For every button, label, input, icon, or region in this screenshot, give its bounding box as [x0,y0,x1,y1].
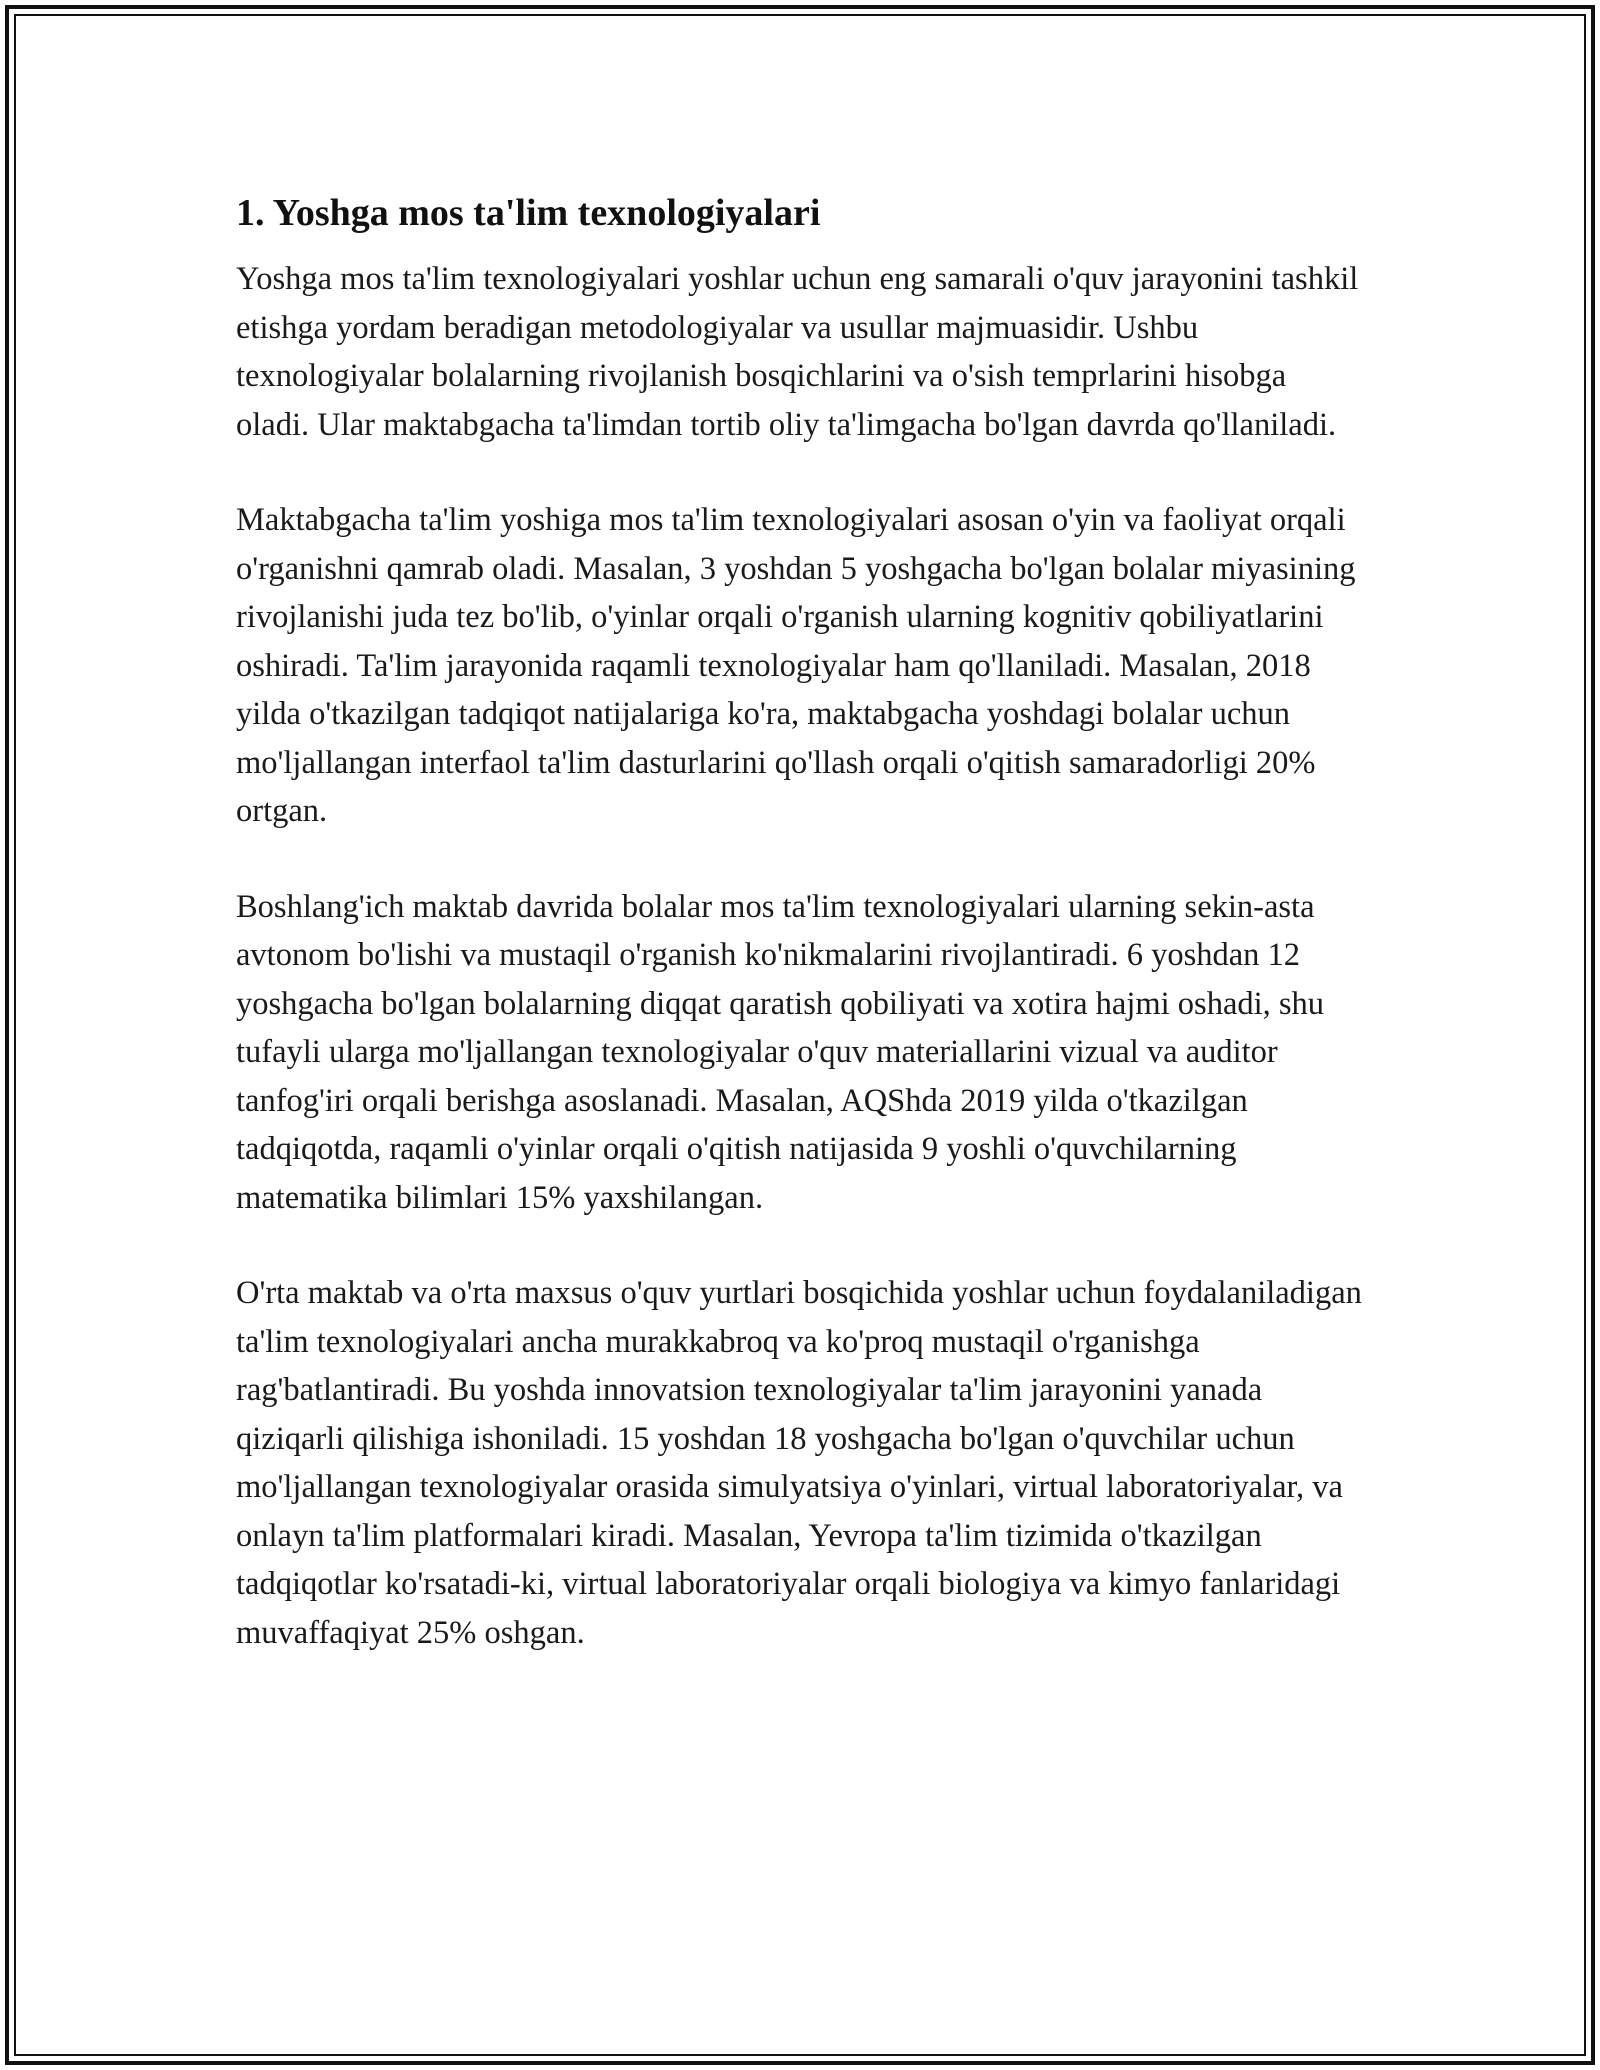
paragraph-intro: Yoshga mos ta'lim texnologiyalari yoshlar uchun eng samarali o'quv jarayonini tashkil etishga yordam beradigan metodologiyalar va usullar majmuasidir. Ushbu texnologiyalar bolalarning rivojlanish bosqichlarini va o'sish temprlarini hisobga oladi. Ular maktabgacha ta'limdan tortib oliy ta'limgacha bo'lgan davrda qo'llaniladi. [236,261,1359,443]
section-heading: 1. Yoshga mos ta'lim texnologiyalari [236,192,821,234]
paragraph-preschool: Maktabgacha ta'lim yoshiga mos ta'lim texnologiyalari asosan o'yin va faoliyat orqali o'rganishni qamrab oladi. Masalan, 3 yoshdan 5 yoshgacha bo'lgan bolalar miyasining rivojlanishi juda tez bo'lib, o'yinlar orqali o'rganish ularning kognitiv qobiliyatlarini oshiradi. Ta'lim jarayonida raqamli texnologiyalar ham qo'llaniladi. Masalan, 2018 yilda o'tkazilgan tadqiqot natijalariga ko'ra, maktabgacha yoshdagi bolalar uchun mo'ljallangan interfaol ta'lim dasturlarini qo'llash orqali o'qitish samaradorligi 20% ortgan. [236,502,1356,829]
paragraph-secondary-school: O'rta maktab va o'rta maxsus o'quv yurtlari bosqichida yoshlar uchun foydalaniladigan ta'lim texnologiyalari ancha murakkabroq va ko'proq mustaqil o'rganishga rag'batlantiradi. Bu yoshda innovatsion texnologiyalar ta'lim jarayonini yanada qiziqarli qilishiga ishoniladi. 15 yoshdan 18 yoshgacha bo'lgan o'quvchilar uchun mo'ljallangan texnologiyalar orasida simulyatsiya o'yinlari, virtual laboratoriyalar, va onlayn ta'lim platformalari kiradi. Masalan, Yevropa ta'lim tizimida o'tkazilgan tadqiqotlar ko'rsatadi-ki, virtual laboratoriyalar orqali biologiya va kimyo fanlaridagi muvaffaqiyat 25% oshgan. [236,1275,1362,1651]
paragraph-primary-school: Boshlang'ich maktab davrida bolalar mos ta'lim texnologiyalari ularning sekin-asta avtonom bo'lishi va mustaqil o'rganish ko'nikmalarini rivojlantiradi. 6 yoshdan 12 yoshgacha bo'lgan bolalarning diqqat qaratish qobiliyati va xotira hajmi oshadi, shu tufayli ularga mo'ljallangan texnologiyalar o'quv materiallarini vizual va auditor tanfog'iri orqali berishga asoslanadi. Masalan, AQShda 2019 yilda o'tkazilgan tadqiqotda, raqamli o'yinlar orqali o'qitish natijasida 9 yoshli o'quvchilarning matematika bilimlari 15% yaxshilangan. [236,888,1325,1216]
document-body [236,183,1366,1704]
